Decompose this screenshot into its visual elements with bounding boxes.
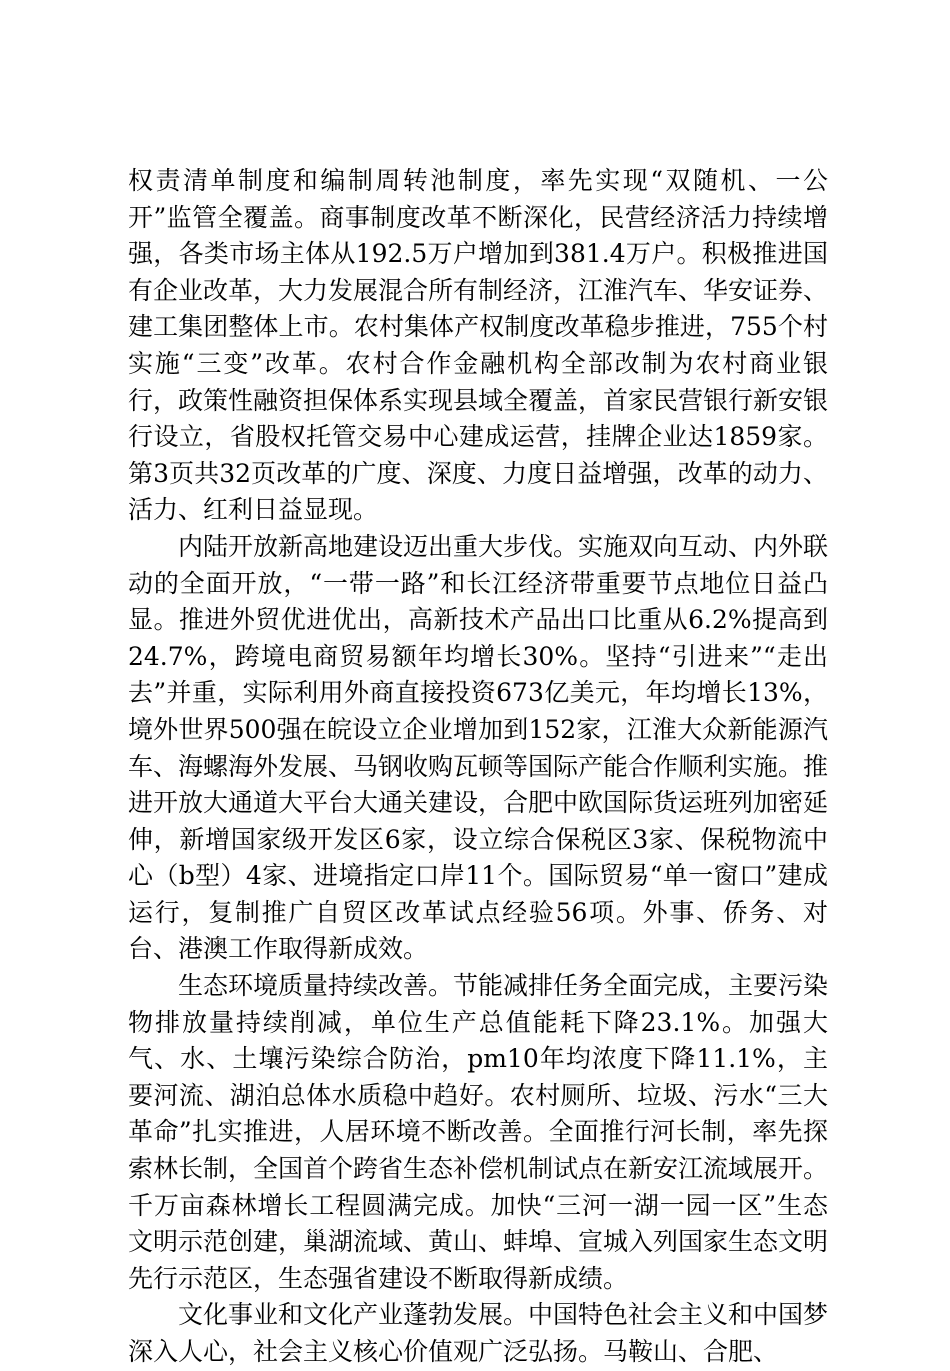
paragraph-ecology: 生态环境质量持续改善。节能减排任务全面完成，主要污染物排放量持续削减，单位生产总值能耗下降23.1%。加强大气、水、土壤污染综合防治，pm10年均浓度下降11.1%，主要河流、湖泊总体水质稳中趋好。农村厕所、垃圾、污水“三大革命”扎实推进，人居环境不断改善。全面推行河长制，率先探索林长制，全国首个跨省生态补偿机制试点在新安江流域展开。千万亩森林增长工程圆满完成。加快“三河一湖一园一区”生态文明示范创建，巢湖流域、黄山、蚌埠、宣城入列国家生态文明先行示范区，生态强省建设不断取得新成绩。	[128, 971, 829, 1293]
paragraph-culture: 文化事业和文化产业蓬勃发展。中国特色社会主义和中国梦深入人心，社会主义核心价值观广泛弘扬。马鞍山、合肥、	[128, 1300, 829, 1366]
paragraph-reform: 权责清单制度和编制周转池制度，率先实现“双随机、一公开”监管全覆盖。商事制度改革不断深化，民营经济活力持续增强，各类市场主体从192.5万户增加到381.4万户。积极推进国有企业改革，大力发展混合所有制经济，江淮汽车、华安证券、建工集团整体上市。农村集体产权制度改革稳步推进，755个村实施“三变”改革。农村合作金融机构全部改制为农村商业银行，政策性融资担保体系实现县域全覆盖，首家民营银行新安银行设立，省股权托管交易中心建成运营，挂牌企业达1859家。第3页共32页改革的广度、深度、力度日益增强，改革的动力、活力、红利日益显现。	[128, 166, 829, 525]
paragraph-opening-up: 内陆开放新高地建设迈出重大步伐。实施双向互动、内外联动的全面开放，“一带一路”和长江经济带重要节点地位日益凸显。推进外贸优进优出，高新技术产品出口比重从6.2%提高到24.7%，跨境电商贸易额年均增长30%。坚持“引进来”“走出去”并重，实际利用外商直接投资673亿美元，年均增长13%，境外世界500强在皖设立企业增加到152家，江淮大众新能源汽车、海螺海外发展、马钢收购瓦顿等国际产能合作顺利实施。推进开放大通道大平台大通关建设，合肥中欧国际货运班列加密延伸，新增国家级开发区6家，设立综合保税区3家、保税物流中心（b型）4家、进境指定口岸11个。国际贸易“单一窗口”建成运行，复制推广自贸区改革试点经验56项。外事、侨务、对台、港澳工作取得新成效。	[128, 531, 829, 964]
document-page	[128, 163, 828, 1371]
